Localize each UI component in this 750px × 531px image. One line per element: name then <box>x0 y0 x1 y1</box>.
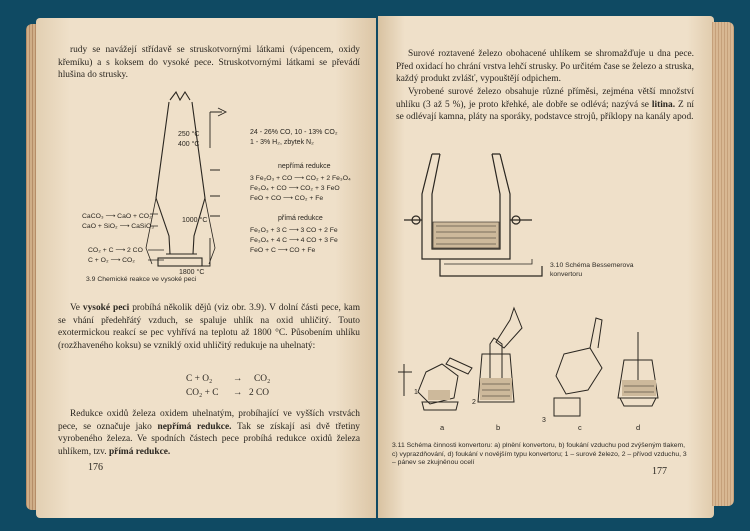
label-num-2: 2 <box>472 399 476 406</box>
direct-reduction-title: přímá redukce <box>278 215 323 222</box>
blast-furnace-diagram <box>72 88 372 278</box>
label-d: d <box>636 423 641 432</box>
furnace-shape <box>146 92 226 266</box>
right-page-edges <box>712 22 734 506</box>
figure-3-10-caption: 3.10 Schéma Bessemerova konvertoru <box>550 262 634 278</box>
temp-1000: 1000 °C <box>182 217 208 224</box>
equation-1-left: C + O₂ <box>186 374 213 384</box>
label-a: a <box>440 423 445 432</box>
coke-eq-2: C + O₂ ⟶ CO₂ <box>88 257 135 264</box>
direct-eq-3: FeO + C ⟶ CO + Fe <box>250 247 316 254</box>
equation-2-right: 2 CO <box>249 388 270 398</box>
gas-composition-2: 1 - 3% H₂, zbytek N₂ <box>250 139 314 146</box>
paragraph-reduction: Redukce oxidů železa oxidem uhelnatým, probíhající ve vyšších vrstvách pece, se označuje jako nepřímá redukce. Tak se získají asi dvě třetiny vyrobeného železa. Ve spodních částech pece probíhá redukce oxidů železa uhlíkem, tzv. přímá redukce. <box>58 409 360 457</box>
paragraph-blast-furnace: Ve vysoké peci probíhá několik dějů (viz obr. 3.9). V dolní části pece, kam se vhání předehřátý vzduch, se spaluje uhlík na oxid uhličitý. Touto exotermickou reakcí se pec vyhřívá na teplotu až 1800 °C. Působením uhlíku (rozžhaveného koksu) se vzniklý oxid uhličitý redukuje na uhelnatý: <box>58 303 360 351</box>
label-num-3: 3 <box>542 417 546 424</box>
slag-eq-1: CaCO₃ ⟶ CaO + CO₂ <box>82 213 152 220</box>
figure-3-9-caption: 3.9 Chemické reakce ve vysoké peci <box>86 276 197 283</box>
slag-eq-2: CaO + SiO₂ ⟶ CaSiO₃ <box>82 223 154 230</box>
label-c: c <box>578 423 582 432</box>
indirect-reduction-title: nepřímá redukce <box>278 163 331 170</box>
temp-250: 250 °C <box>178 131 200 138</box>
intro-paragraph: rudy se navážejí střídavě se struskotvornými látkami (vápencem, oxidy křemíku) a s koksem do vysoké pece. Struskotvornými látkami se převádí hlušina do strusky. <box>58 45 360 81</box>
direct-eq-2: Fe₃O₄ + 4 C ⟶ 4 CO + 3 Fe <box>250 237 338 244</box>
equation-1-right: CO₂ <box>254 374 271 384</box>
figure-3-11-caption: 3.11 Schéma činnosti konvertoru: a) plnění konvertoru, b) foukání vzduchu pod zvýšeným tlakem, c) vyprazdňování, d) foukání v novějším typu konvertoru; 1 – surové železo, 2 – přívod vzduchu, 3 – pánev se zkujněnou ocelí <box>392 442 687 467</box>
diagram-pointer-lines <box>148 214 164 260</box>
page-number-right: 177 <box>652 466 667 477</box>
equation-2-left: CO₂ + C <box>186 388 219 398</box>
indirect-eq-3: FeO + CO ⟶ CO₂ + Fe <box>250 195 324 202</box>
left-page <box>36 18 376 518</box>
temp-400: 400 °C <box>178 141 200 148</box>
gas-composition-1: 24 - 26% CO, 10 - 13% CO₂ <box>250 129 338 136</box>
direct-eq-1: Fe₂O₃ + 3 C ⟶ 3 CO + 2 Fe <box>250 227 338 234</box>
indirect-eq-1: 3 Fe₂O₃ + CO ⟶ CO₂ + 2 Fe₃O₄ <box>250 175 351 182</box>
equation-2-arrow: → <box>233 388 243 398</box>
equation-1-arrow: → <box>233 374 243 384</box>
label-num-1: 1 <box>414 389 418 396</box>
page-number-left: 176 <box>88 462 103 473</box>
indirect-eq-2: Fe₃O₄ + CO ⟶ CO₂ + 3 FeO <box>250 185 340 192</box>
converter-operation-diagram <box>384 298 708 444</box>
coke-eq-1: CO₂ + C ⟶ 2 CO <box>88 247 143 254</box>
temp-1800: 1800 °C <box>179 269 205 276</box>
paragraph-cast-iron: Vyrobené surové železo obsahuje různé příměsi, zejména větší množství uhlíku (3 až 5 %), je proto křehké, ale dobře se odlévá; nazývá se litina. Z ní se odlévají kamna, pláty na sporáky, podstavce strojů, příklopy na kanály apod. <box>396 87 694 123</box>
paragraph-molten-iron: Surové roztavené železo obohacené uhlíkem se shromažďuje u dna pece. Před oxidací ho chrání vrstva lehčí strusky. Po určitém čase se železo a struska, každý produkt zvlášť, vypouštějí odpichem. <box>396 49 694 85</box>
right-page <box>378 16 714 518</box>
label-b: b <box>496 423 501 432</box>
bessemer-converter-diagram <box>392 134 562 284</box>
